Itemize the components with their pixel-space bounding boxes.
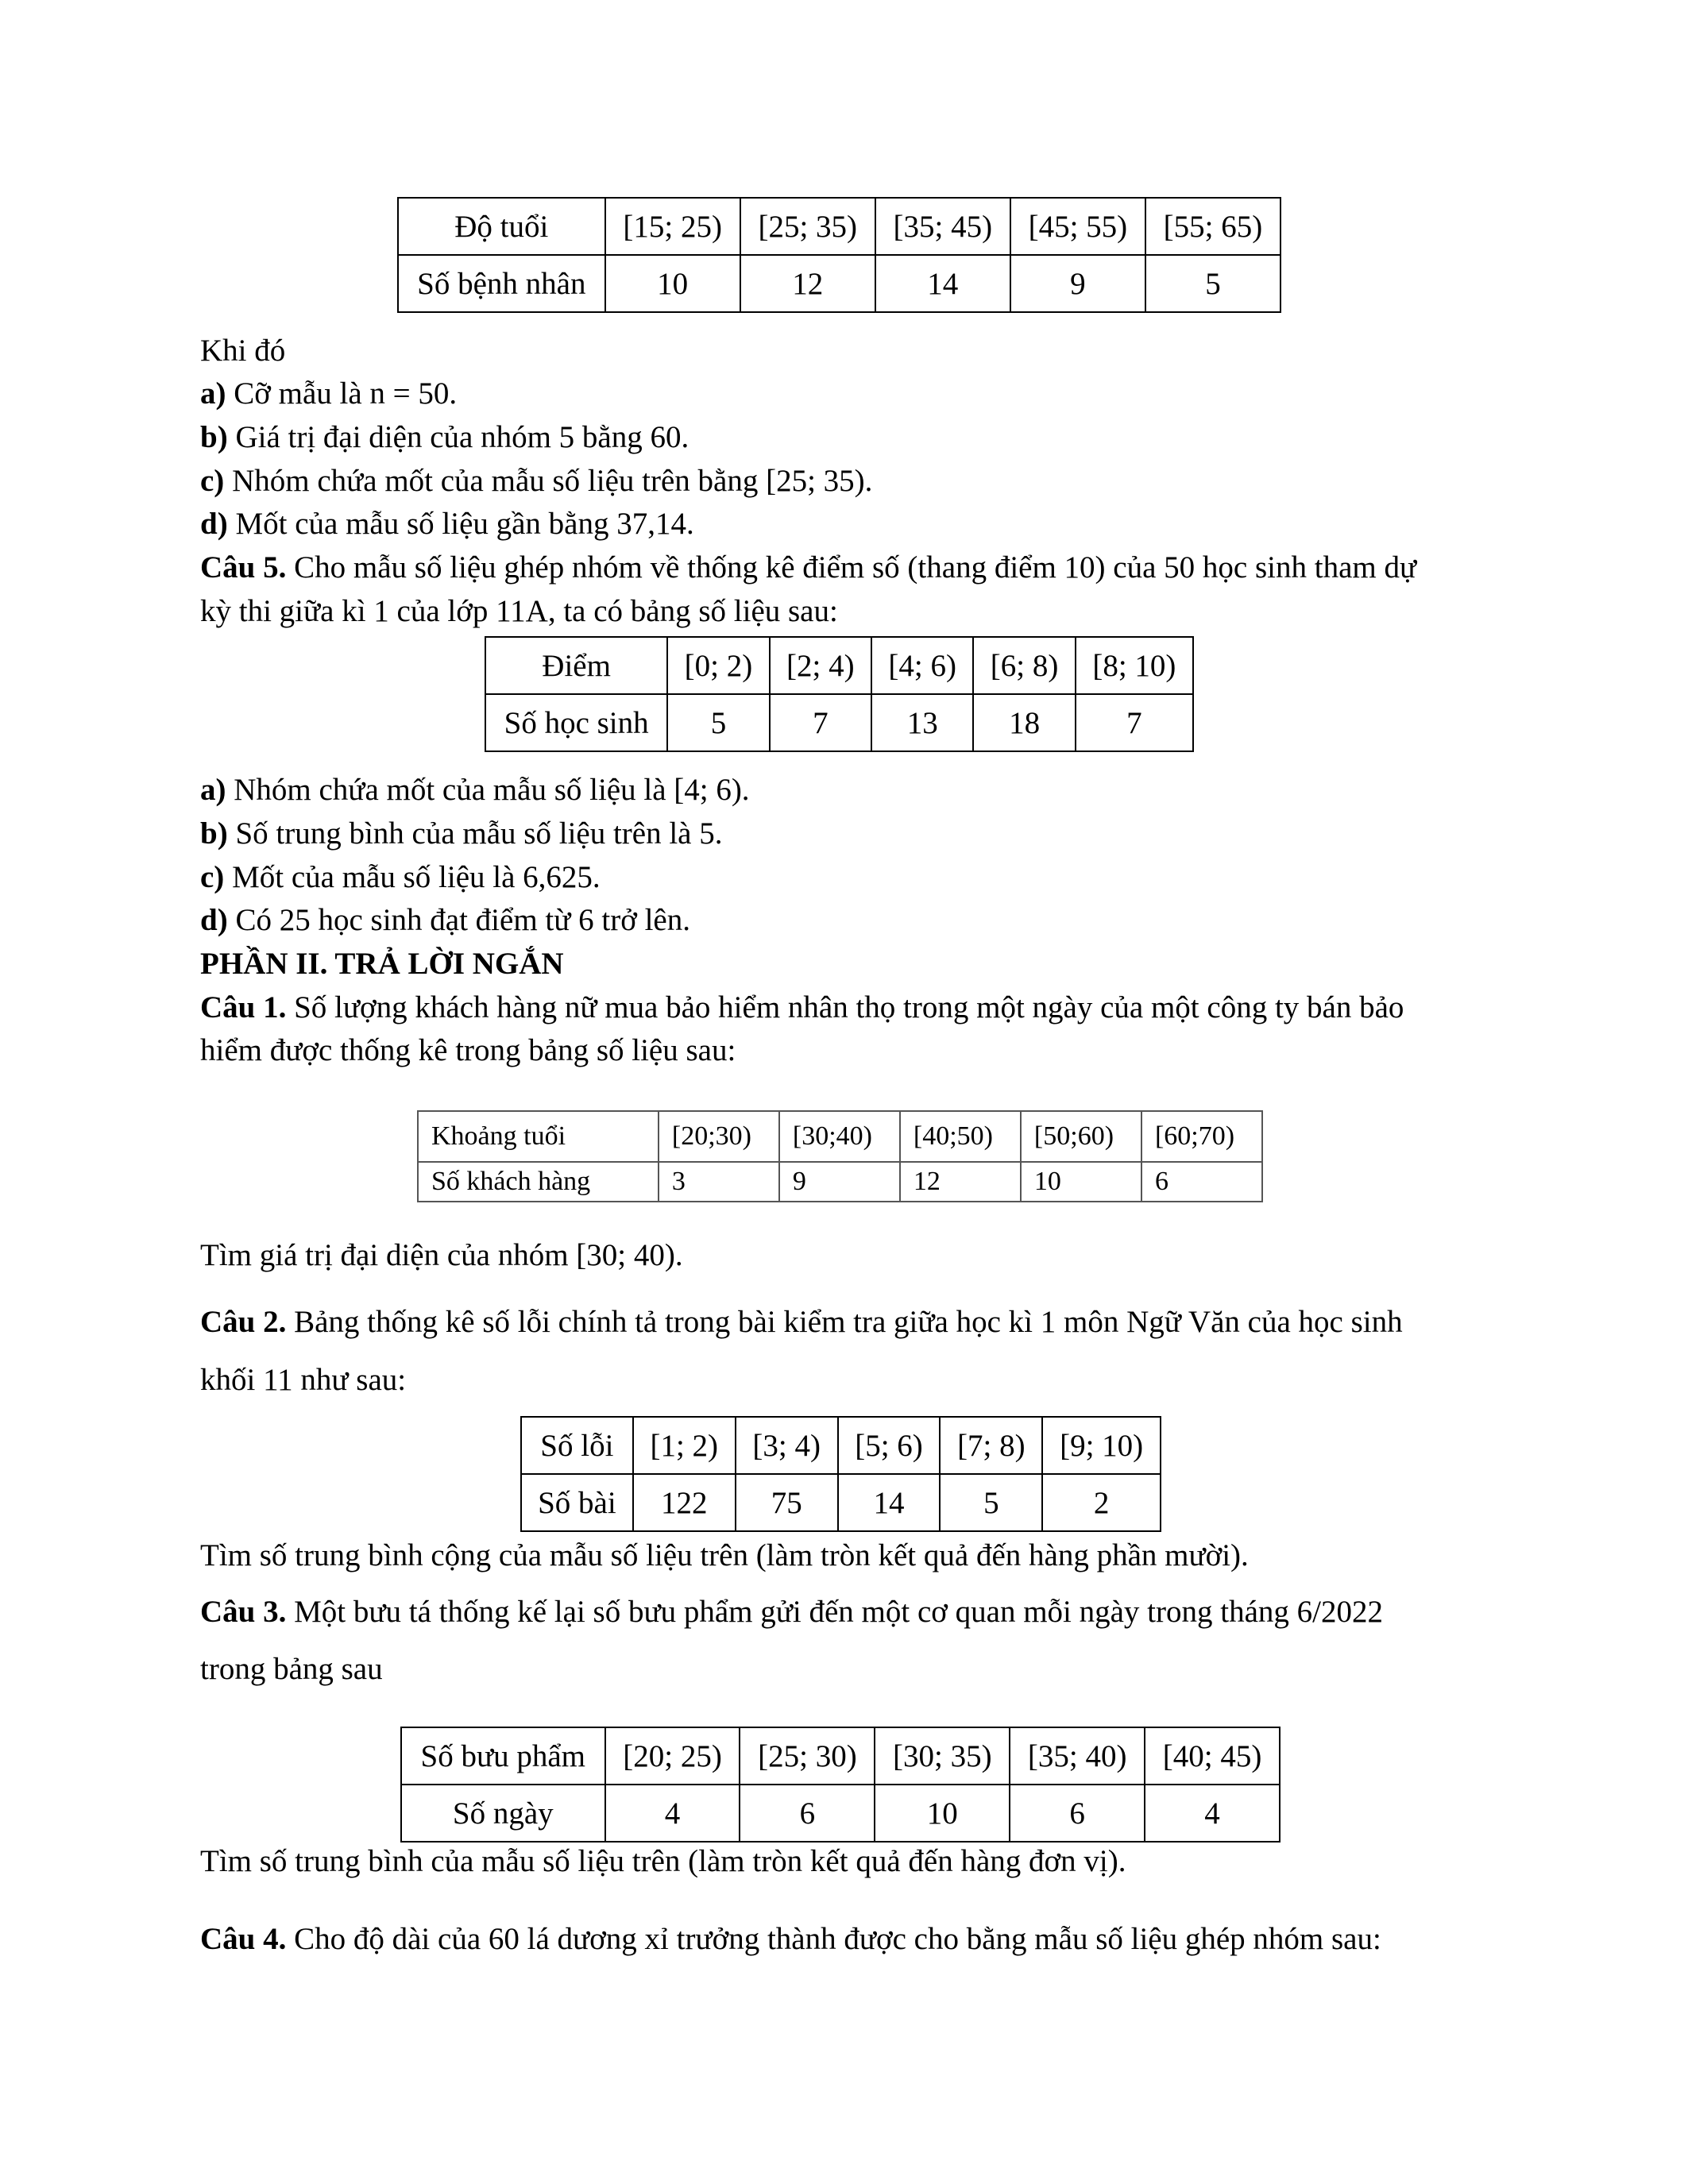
table-cell: 9	[1010, 255, 1145, 312]
table-cell: [7; 8)	[940, 1417, 1042, 1474]
table-cell: 2	[1042, 1474, 1161, 1531]
table-cell: 12	[900, 1162, 1021, 1202]
question-text: Số lượng khách hàng nữ mua bảo hiểm nhân thọ trong một ngày của một công ty bán bảo	[286, 990, 1404, 1024]
table-cell: 7	[770, 694, 871, 751]
table-spelling-errors	[520, 1416, 1161, 1532]
s1-question: Tìm giá trị đại diện của nhóm [30; 40).	[200, 1238, 683, 1272]
table-cell: 18	[973, 694, 1075, 751]
option-text: Mốt của mẫu số liệu gần bằng 37,14.	[227, 507, 694, 541]
q5-option-b	[200, 813, 723, 855]
table-cell: 5	[667, 694, 769, 751]
table-customer-age	[417, 1110, 1263, 1202]
question-text: Một bưu tá thống kế lại số bưu phẩm gửi đến một cơ quan mỗi ngày trong tháng 6/2022	[286, 1595, 1383, 1629]
table-cell: Khoảng tuổi	[418, 1111, 659, 1162]
q4-option-c	[200, 461, 872, 502]
option-label: a)	[200, 773, 226, 807]
table-row	[398, 198, 1280, 255]
section-title: PHẦN II. TRẢ LỜI NGẮN	[200, 947, 564, 981]
question-label: Câu 4.	[200, 1922, 287, 1956]
q5-option-c	[200, 857, 601, 898]
option-text: Số trung bình của mẫu số liệu trên là 5.	[227, 816, 723, 851]
table-cell: 122	[633, 1474, 736, 1531]
table-cell: [40; 45)	[1145, 1727, 1280, 1785]
table-row	[401, 1727, 1280, 1785]
q4-option-d	[200, 504, 694, 545]
table-cell: 3	[659, 1162, 779, 1202]
table-cell: 4	[605, 1785, 740, 1842]
table-cell: 6	[740, 1785, 875, 1842]
table-cell: [2; 4)	[770, 637, 871, 694]
table-cell: 14	[838, 1474, 941, 1531]
option-label: c)	[200, 860, 225, 894]
option-label: d)	[200, 903, 228, 937]
table-cell: [0; 2)	[667, 637, 769, 694]
q5-line1	[200, 547, 1416, 588]
table-row	[401, 1785, 1280, 1842]
question-text: Cho mẫu số liệu ghép nhóm về thống kê điểm số (thang điểm 10) của 50 học sinh tham dự	[286, 550, 1417, 585]
table-cell: 5	[1145, 255, 1280, 312]
table-cell: 4	[1145, 1785, 1280, 1842]
table-cell: 14	[875, 255, 1010, 312]
table-cell: [25; 35)	[740, 198, 875, 255]
question-label: Câu 3.	[200, 1595, 287, 1629]
table-cell: [35; 40)	[1010, 1727, 1145, 1785]
table-cell: Số bài	[521, 1474, 633, 1531]
table-cell: [15; 25)	[605, 198, 740, 255]
table-row	[521, 1417, 1161, 1474]
option-label: a)	[200, 376, 226, 411]
table-cell: [3; 4)	[736, 1417, 838, 1474]
table-cell: Số ngày	[401, 1785, 605, 1842]
s1-line2: hiểm được thống kê trong bảng số liệu sau:	[200, 1033, 736, 1067]
s2-line2: khối 11 như sau:	[200, 1363, 407, 1397]
table-cell: [30;40)	[779, 1111, 900, 1162]
q5-line2: kỳ thi giữa kì 1 của lớp 11A, ta có bảng số liệu sau:	[200, 594, 838, 628]
table-cell: [5; 6)	[838, 1417, 941, 1474]
q5-option-d	[200, 900, 690, 941]
table-cell: [30; 35)	[875, 1727, 1010, 1785]
question-text: Cho độ dài của 60 lá dương xỉ trưởng thành được cho bằng mẫu số liệu ghép nhóm sau:	[286, 1922, 1381, 1956]
table-row	[521, 1474, 1161, 1531]
q4-option-a	[200, 373, 457, 415]
table-cell: [6; 8)	[973, 637, 1075, 694]
s2-line1	[200, 1302, 1403, 1343]
table-cell: 10	[605, 255, 740, 312]
table-cell: 5	[940, 1474, 1042, 1531]
table-cell: Số bệnh nhân	[398, 255, 605, 312]
table-cell: Độ tuổi	[398, 198, 605, 255]
question-label: Câu 2.	[200, 1305, 287, 1339]
s3-line1	[200, 1592, 1383, 1633]
option-label: d)	[200, 507, 228, 541]
table-cell: 6	[1010, 1785, 1145, 1842]
table-cell: [1; 2)	[633, 1417, 736, 1474]
table-cell: Số bưu phẩm	[401, 1727, 605, 1785]
question-label: Câu 5.	[200, 550, 287, 585]
table-cell: [40;50)	[900, 1111, 1021, 1162]
table-cell: [8; 10)	[1076, 637, 1193, 694]
table-cell: 12	[740, 255, 875, 312]
table-cell: [55; 65)	[1145, 198, 1280, 255]
table-cell: 6	[1141, 1162, 1262, 1202]
table-cell: 75	[736, 1474, 838, 1531]
table-cell: [9; 10)	[1042, 1417, 1161, 1474]
table-cell: [20;30)	[659, 1111, 779, 1162]
q4-option-b	[200, 417, 689, 458]
table-row	[485, 694, 1193, 751]
option-text: Giá trị đại diện của nhóm 5 bằng 60.	[227, 420, 689, 454]
table-cell: [20; 25)	[605, 1727, 740, 1785]
option-text: Có 25 học sinh đạt điểm từ 6 trở lên.	[227, 903, 690, 937]
option-label: c)	[200, 464, 225, 498]
s3-question: Tìm số trung bình của mẫu số liệu trên (làm tròn kết quả đến hàng đơn vị).	[200, 1844, 1126, 1878]
s2-question: Tìm số trung bình cộng của mẫu số liệu trên (làm tròn kết quả đến hàng phần mười).	[200, 1538, 1249, 1572]
table-row	[485, 637, 1193, 694]
option-text: Nhóm chứa mốt của mẫu số liệu là [4; 6).	[226, 773, 750, 807]
table-cell: [4; 6)	[871, 637, 973, 694]
s4-line1	[200, 1919, 1381, 1960]
table-row	[398, 255, 1280, 312]
option-text: Nhóm chứa mốt của mẫu số liệu trên bằng [25; 35).	[224, 464, 873, 498]
table-cell: Số khách hàng	[418, 1162, 659, 1202]
option-text: Cỡ mẫu là n = 50.	[226, 376, 458, 411]
table-cell: Điểm	[485, 637, 667, 694]
table-cell: [25; 30)	[740, 1727, 875, 1785]
table-cell: 7	[1076, 694, 1193, 751]
table-postal-items	[400, 1727, 1280, 1843]
table-cell: 9	[779, 1162, 900, 1202]
s1-line1	[200, 987, 1404, 1028]
table-cell: 10	[875, 1785, 1010, 1842]
option-text: Mốt của mẫu số liệu là 6,625.	[224, 860, 601, 894]
table-cell: [35; 45)	[875, 198, 1010, 255]
table-cell: [60;70)	[1141, 1111, 1262, 1162]
option-label: b)	[200, 420, 228, 454]
s3-line2: trong bảng sau	[200, 1652, 383, 1686]
table-cell: Số học sinh	[485, 694, 667, 751]
table-score-students	[485, 636, 1194, 752]
table-age-patients	[397, 197, 1281, 313]
question-label: Câu 1.	[200, 990, 287, 1024]
table-cell: 13	[871, 694, 973, 751]
table-row	[418, 1111, 1262, 1162]
table-cell: Số lỗi	[521, 1417, 633, 1474]
question-text: Bảng thống kê số lỗi chính tả trong bài kiểm tra giữa học kì 1 môn Ngữ Văn của học sinh	[286, 1305, 1403, 1339]
option-label: b)	[200, 816, 228, 851]
table-row	[418, 1162, 1262, 1202]
table-cell: [50;60)	[1021, 1111, 1141, 1162]
q4-intro: Khi đó	[200, 334, 286, 368]
table-cell: 10	[1021, 1162, 1141, 1202]
table-cell: [45; 55)	[1010, 198, 1145, 255]
q5-option-a	[200, 770, 750, 811]
